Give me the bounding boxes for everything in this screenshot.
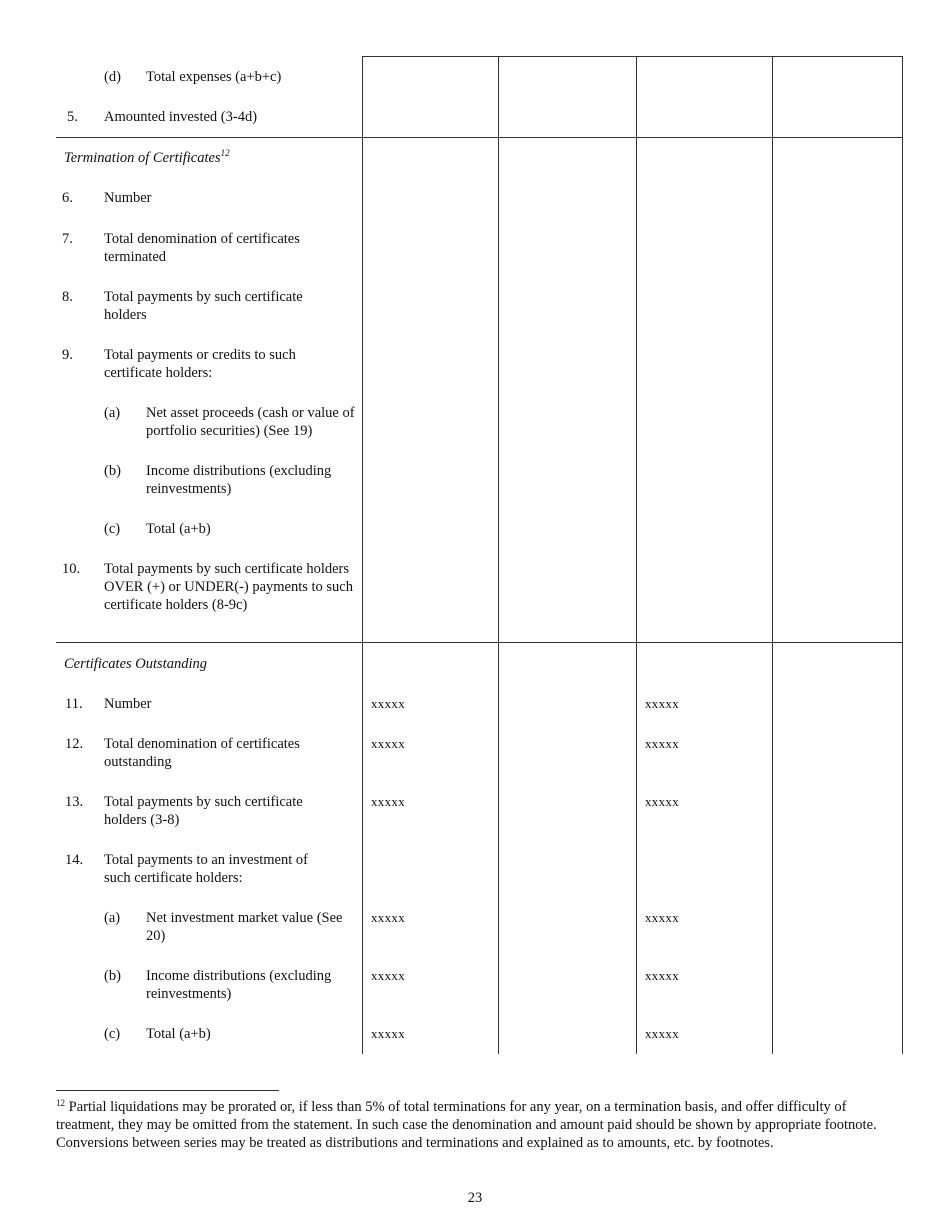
row-label: Total payments by such certificate holders (3-8) bbox=[104, 794, 303, 828]
row-label: Total payments to an investment of such certificate holders: bbox=[104, 852, 308, 886]
cell-value: xxxxx bbox=[371, 794, 405, 809]
footnote-marker: 12 bbox=[56, 1098, 65, 1108]
section-divider bbox=[56, 137, 903, 138]
row-number: 14. bbox=[65, 852, 84, 868]
row-sub-label: (c) bbox=[104, 1026, 121, 1042]
cell-value: xxxxx bbox=[645, 736, 679, 751]
footnote-text: Partial liquidations may be prorated or, if less than 5% of total terminations for any year, on a termination basis, and offer difficulty of treatment, they may be omitted from the statement. In such case the denomination and amount paid should be shown by appropriate footnote. Conversions between series may be treated as distributions and terminations and explained as to amounts, etc. by footnotes. bbox=[56, 1099, 877, 1151]
section-title-outstanding: Certificates Outstanding bbox=[64, 656, 207, 672]
row-label: Net asset proceeds (cash or value of portfolio securities) (See 19) bbox=[146, 405, 355, 439]
cell-value: xxxxx bbox=[371, 968, 405, 983]
footnote-ref: 12 bbox=[220, 148, 230, 158]
section-divider bbox=[56, 642, 903, 643]
row-label: Total payments or credits to such certificate holders: bbox=[104, 347, 296, 381]
cell-value: xxxxx bbox=[371, 696, 405, 711]
column-divider bbox=[362, 56, 363, 1054]
row-number: 6. bbox=[62, 190, 73, 206]
column-divider bbox=[902, 56, 903, 1054]
cell-value: xxxxx bbox=[371, 1026, 405, 1041]
table-top-border bbox=[362, 56, 903, 57]
row-number: 8. bbox=[62, 289, 73, 305]
row-number: 5. bbox=[67, 109, 78, 125]
column-divider bbox=[498, 56, 499, 1054]
row-sub-label: (a) bbox=[104, 910, 121, 926]
cell-value: xxxxx bbox=[645, 696, 679, 711]
row-number: 7. bbox=[62, 231, 73, 247]
cell-value: xxxxx bbox=[371, 736, 405, 751]
footnote bbox=[56, 1098, 896, 1152]
row-label: Income distributions (excluding reinvestments) bbox=[146, 968, 332, 1002]
cell-value: xxxxx bbox=[645, 794, 679, 809]
row-label: Total payments by such certificate holders OVER (+) or UNDER(-) payments to such certificate holders (8-9c) bbox=[104, 561, 353, 613]
row-label: Income distributions (excluding reinvestments) bbox=[146, 463, 332, 497]
row-label: Net investment market value (See 20) bbox=[146, 910, 343, 944]
row-label: Amounted invested (3-4d) bbox=[104, 109, 258, 125]
cell-value: xxxxx bbox=[645, 910, 679, 925]
row-label: Total denomination of certificates terminated bbox=[104, 231, 300, 265]
row-sub-label: (b) bbox=[104, 968, 121, 984]
row-sub-label: (a) bbox=[104, 405, 121, 421]
column-divider bbox=[772, 56, 773, 1054]
row-number: 11. bbox=[65, 696, 83, 712]
cell-value: xxxxx bbox=[645, 968, 679, 983]
page-number: 23 bbox=[467, 1190, 483, 1206]
row-label: Total expenses (a+b+c) bbox=[146, 69, 282, 85]
row-label: Total denomination of certificates outstanding bbox=[104, 736, 300, 770]
row-number: 10. bbox=[62, 561, 81, 577]
row-label: Number bbox=[104, 190, 152, 206]
cell-value: xxxxx bbox=[371, 910, 405, 925]
column-divider bbox=[636, 56, 637, 1054]
section-title-termination: Termination of Certificates$^{12}$ bbox=[64, 148, 230, 166]
row-label: Total (a+b) bbox=[146, 1026, 211, 1042]
row-number: 13. bbox=[65, 794, 84, 810]
row-number: 9. bbox=[62, 347, 73, 363]
row-sub-label: (b) bbox=[104, 463, 121, 479]
row-label: Total payments by such certificate holders bbox=[104, 289, 303, 323]
row-number: 12. bbox=[65, 736, 84, 752]
cell-value: xxxxx bbox=[645, 1026, 679, 1041]
row-label: Number bbox=[104, 696, 152, 712]
footnote-separator bbox=[56, 1090, 279, 1091]
row-sub-label: (d) bbox=[104, 69, 121, 85]
row-label: Total (a+b) bbox=[146, 521, 211, 537]
row-sub-label: (c) bbox=[104, 521, 121, 537]
